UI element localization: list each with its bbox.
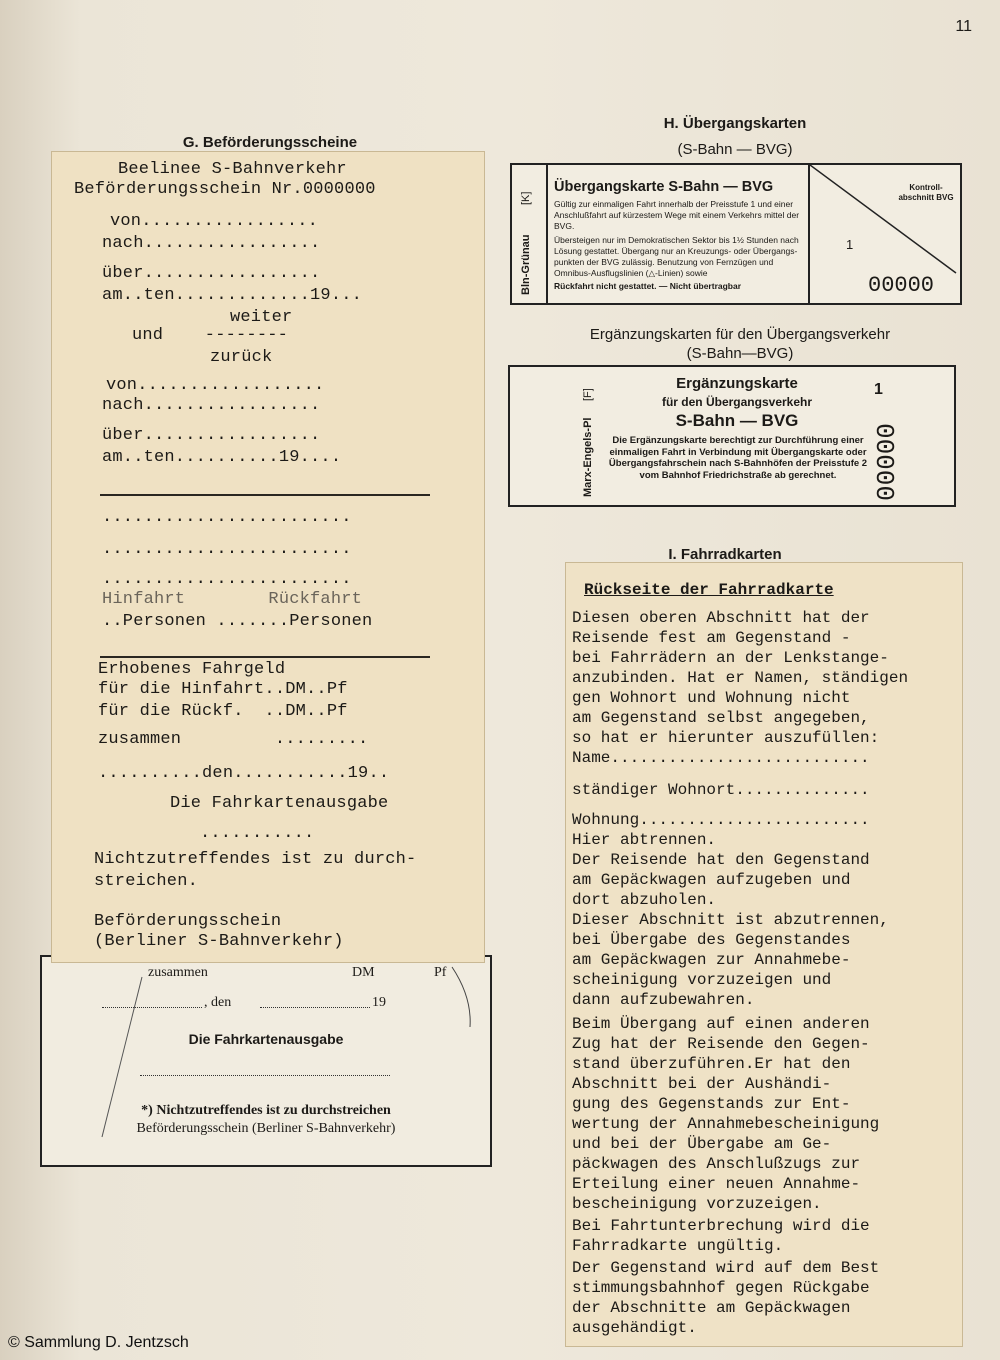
slip-g-line: am..ten..........19....	[102, 448, 342, 467]
slip-i-line: scheinigung vorzuzeigen und	[572, 971, 832, 989]
slip-g-line: zurück	[210, 348, 273, 367]
ticket-e-code: [F]	[582, 388, 594, 401]
ticket-e-digit: 1	[874, 381, 883, 398]
section-i-title: I. Fahrradkarten	[668, 546, 782, 563]
slip-i-line: am Gepäckwagen zur Annahmebe-	[572, 951, 851, 969]
slip-g-rule-2	[100, 656, 430, 658]
ticket-h-text-3: Rückfahrt nicht gestattet. — Nicht übertragbar	[554, 281, 742, 291]
ticket-e-title-3: S-Bahn — BVG	[675, 411, 799, 430]
slip-i-line: Dieser Abschnitt ist abzutrennen,	[572, 911, 889, 929]
slip-i-line: am Gepäckwagen aufzugeben und	[572, 871, 851, 889]
slip-i-line: Name...........................	[572, 749, 870, 767]
slip-g-line: von..................	[106, 376, 325, 395]
slip-i-line: der Abschnitte am Gepäckwagen	[572, 1299, 851, 1317]
ticket-g-footnote-2: Beförderungsschein (Berliner S-Bahnverkehr)	[136, 1121, 396, 1136]
ticket-g-row1-mid: DM	[352, 965, 375, 980]
ticket-h-control: Kontroll-abschnitt BVG	[898, 183, 954, 202]
slip-i-line: Abschnitt bei der Aushändi-	[572, 1075, 832, 1093]
slip-i-line: Beim Übergang auf einen anderen	[572, 1015, 870, 1033]
slip-g-line: Beelinee S-Bahnverkehr	[118, 160, 347, 179]
slip-i-line: dann aufzubewahren.	[572, 991, 755, 1009]
slip-i-line: Fahrradkarte ungültig.	[572, 1237, 784, 1255]
ticket-h-title: Übergangskarte S-Bahn — BVG	[554, 179, 774, 195]
slip-i-line: ständiger Wohnort..............	[572, 781, 870, 799]
typed-slip-g	[52, 152, 484, 962]
ticket-e-number: 00000	[872, 422, 902, 501]
ticket-g-den: , den	[204, 995, 232, 1010]
slip-g-line: ..........den...........19..	[98, 764, 390, 783]
slip-g-line: über.................	[102, 264, 321, 283]
slip-i-line: stand überzuführen.Er hat den	[572, 1055, 851, 1073]
slip-i-line: ausgehändigt.	[572, 1319, 697, 1337]
slip-i-line: stimmungsbahnhof gegen Rückgabe	[572, 1279, 870, 1297]
slip-i-line: Hier abtrennen.	[572, 831, 717, 849]
slip-i-line: päckwagen des Anschlußzugs zur	[572, 1155, 861, 1173]
ticket-g-row1-right: Pf	[434, 965, 447, 980]
slip-g-line: ..Personen .......Personen	[102, 612, 373, 631]
slip-g-line: für die Rückf. ..DM..Pf	[98, 702, 348, 721]
ticket-h-text-2: Übersteigen nur im Demokratischen Sektor bis 1½ Stunden nach Lösung gestattet. Übergang nur an Kreuzungs- oder Übergangs-punkten der BVG zulässig. Benutzung von Fernzügen und Omnibus-Ausflugslinien (△-Linien) sowie	[554, 235, 799, 278]
section-erg-subtitle: (S-Bahn—BVG)	[686, 345, 794, 362]
slip-g-line: über.................	[102, 426, 321, 445]
slip-g-line: streichen.	[94, 872, 199, 891]
slip-i-line: Der Reisende hat den Gegenstand	[572, 851, 870, 869]
slip-g-line: Erhobenes Fahrgeld	[98, 660, 286, 679]
typed-slip-i	[566, 563, 962, 1346]
ticket-h-text-1: Gültig zur einmaligen Fahrt innerhalb der Preisstufe 1 und einer Anschlußfahrt auf kürzestem Wege mit einem Verkehrs mittel der BVG.	[554, 199, 800, 231]
slip-g-line: ...........	[200, 824, 315, 843]
slip-i-line: bei Übergabe des Gegenstandes	[572, 931, 851, 949]
slip-g-line: Die Fahrkartenausgabe	[170, 794, 389, 813]
slip-i-line: anzubinden. Hat er Namen, ständigen	[572, 669, 909, 687]
ticket-g-issuer: Die Fahrkartenausgabe	[188, 1031, 344, 1047]
printed-ticket-g	[40, 955, 492, 1167]
slip-i-line: am Gegenstand selbst angegeben,	[572, 709, 870, 727]
slip-i-line: so hat er hierunter auszufüllen:	[572, 729, 880, 747]
ticket-ergaenzungskarte	[508, 365, 956, 507]
slip-i-heading: Rückseite der Fahrradkarte	[584, 581, 834, 599]
slip-g-line: ........................	[102, 570, 352, 589]
slip-g-line: von.................	[110, 212, 319, 231]
slip-g-line: Nichtzutreffendes ist zu durch-	[94, 850, 417, 869]
slip-i-line: Reisende fest am Gegenstand -	[572, 629, 851, 647]
slip-g-line: (Berliner S-Bahnverkehr)	[94, 932, 344, 951]
slip-i-line: Bei Fahrtunterbrechung wird die	[572, 1217, 870, 1235]
ticket-g-year: 19	[372, 995, 386, 1010]
slip-g-line: nach.................	[102, 234, 321, 253]
ticket-h-number: 00000	[868, 273, 935, 298]
slip-g-line: weiter	[230, 308, 293, 327]
ticket-g-punch-marks	[42, 957, 490, 1165]
ticket-e-station: Marx-Engels-Pl	[582, 417, 594, 497]
slip-g-line: und --------	[132, 326, 289, 345]
section-erg-title: Ergänzungskarten für den Übergangsverkehr	[589, 326, 891, 343]
slip-g-line: Hinfahrt Rückfahrt	[102, 590, 363, 609]
slip-g-line: Beförderungsschein	[94, 912, 282, 931]
slip-i-line: Erteilung einer neuen Annahme-	[572, 1175, 861, 1193]
ticket-h-diagonal	[810, 165, 960, 275]
slip-i-line: bescheinigung vorzuzeigen.	[572, 1195, 822, 1213]
slip-g-line: Beförderungsschein Nr.0000000	[74, 180, 376, 199]
ticket-e-title-2: für den Übergangsverkehr	[661, 395, 813, 409]
ticket-g-footnote-1: *) Nichtzutreffendes ist zu durchstreichen	[141, 1103, 391, 1118]
page-number: 11	[955, 18, 972, 35]
slip-i-line: bei Fahrrädern an der Lenkstange-	[572, 649, 889, 667]
slip-i-line: gung des Gegenstands zur Ent-	[572, 1095, 851, 1113]
slip-i-line: Diesen oberen Abschnitt hat der	[572, 609, 870, 627]
ticket-uebergangskarte	[510, 163, 962, 305]
slip-g-line: am..ten.............19...	[102, 286, 363, 305]
section-g-title: G. Beförderungsscheine	[182, 134, 358, 151]
slip-i-line: und bei der Übergabe am Ge-	[572, 1135, 832, 1153]
ticket-h-station: Bln-Grünau	[520, 234, 532, 295]
slip-g-line: zusammen .........	[98, 730, 369, 749]
section-h-title: H. Übergangskarten	[663, 115, 807, 132]
slip-i-line: Der Gegenstand wird auf dem Best	[572, 1259, 880, 1277]
section-h-subtitle: (S-Bahn — BVG)	[677, 141, 793, 158]
ticket-h-divider	[546, 165, 548, 303]
slip-g-line: ........................	[102, 508, 352, 527]
copyright-caption: © Sammlung D. Jentzsch	[8, 1334, 189, 1351]
slip-g-line: ........................	[102, 540, 352, 559]
ticket-e-title-1: Ergänzungskarte	[676, 375, 798, 392]
ticket-h-digit: 1	[846, 237, 854, 252]
slip-i-line: wertung der Annahmebescheinigung	[572, 1115, 880, 1133]
slip-i-line: gen Wohnort und Wohnung nicht	[572, 689, 851, 707]
ticket-e-body: Die Ergänzungskarte berechtigt zur Durchführung einer einmaligen Fahrt in Verbindung mit Übergangskarte oder Übergangsfahrschein nach S-Bahnhöfen der Preisstufe 2 vom Bahnhof Friedrichstraße ab gerechnet.	[608, 435, 868, 481]
slip-i-line: Zug hat der Reisende den Gegen-	[572, 1035, 870, 1053]
slip-g-line: nach.................	[102, 396, 321, 415]
ticket-h-code: [K]	[520, 191, 532, 205]
ticket-g-row1-left: zusammen	[148, 965, 208, 980]
slip-i-line: dort abzuholen.	[572, 891, 717, 909]
slip-g-line: für die Hinfahrt..DM..Pf	[98, 680, 348, 699]
slip-g-rule-1	[100, 494, 430, 496]
slip-i-line: Wohnung........................	[572, 811, 870, 829]
